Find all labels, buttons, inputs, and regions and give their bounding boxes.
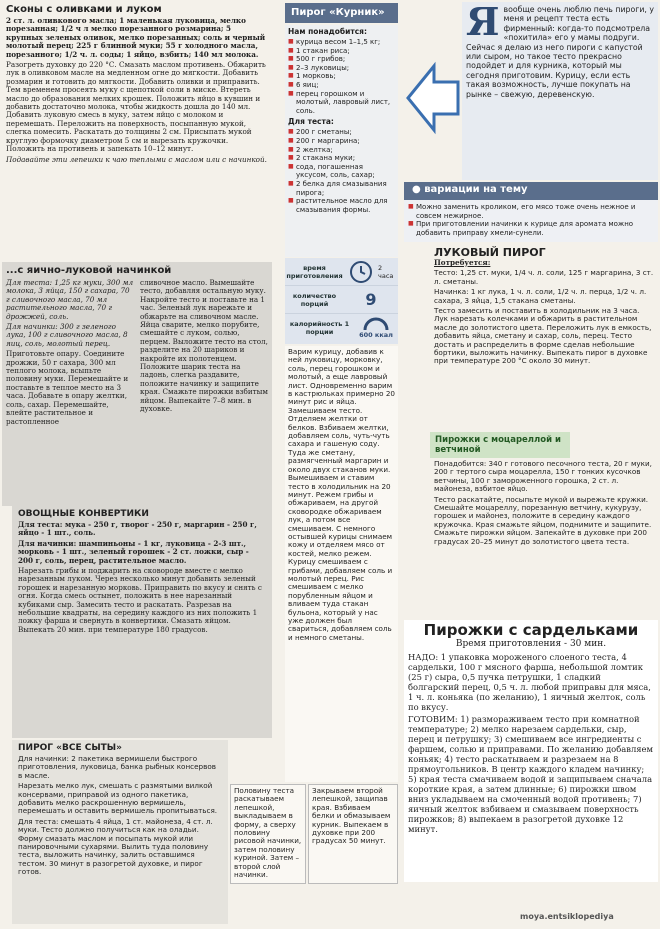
kurnik-method-2 bbox=[230, 784, 306, 884]
kurnik-method-text-3: Закрываем второй лепешкой, защипав края. Взбиваем белки и обмазываем курник. Выпекаем в духовке при 200 градусах 50 минут. bbox=[312, 786, 391, 846]
arrow-icon bbox=[404, 60, 460, 136]
stat-time-value: 2 часа bbox=[378, 263, 394, 280]
egg-onion-right: сливочное масло. Вымешайте тесто, добавляя остальную муку. Накройте тесто и поставьте на 1 час. Зеленый лук нарежьте и обжарьте на сливочном масле. Яйца сварите, мелко порубите, смешайте с луком, солью, перцем. Выложите тесто на стол, разделите на 20 шариков и накройте их полотенцем. Положите шарик теста на ладонь, слегка раздавите, положите начинку и защипите края. Смажьте пирожки взбитым яйцом. Выпекайте 7–8 мин. в духовке. bbox=[140, 278, 268, 414]
sausage-time: Время приготовления - 30 мин. bbox=[455, 639, 607, 649]
veg-title: ОВОЩНЫЕ КОНВЕРТИКИ bbox=[18, 509, 149, 519]
scones-title: Сконы с оливками и луком bbox=[6, 4, 162, 15]
stat-calories bbox=[285, 314, 398, 341]
kurnik-item: ■ 2 стакана муки; bbox=[288, 154, 395, 163]
intro-dropcap: Я bbox=[466, 2, 500, 44]
onion-pie-steps: Тесто замесить и поставить в холодильник на 3 часа. Лук нарезать колечками и обжарить в растительном масле до золотистого цвета. Переложить лук в емкость, добавить яйца, сметану и сахар, соль, перец. Тесто достать и распределить в форме сделав небольшие бортики, выложить начинку. Выпекать пирог в духовке при температуре 200 °С около 30 минут. bbox=[434, 306, 652, 366]
scones-steps: Разогреть духовку до 220 °С. Смазать маслом противень. Обжарить лук в оливковом масле на медленном огне до мягкости. Добавить розмарин и готовить до мягкости. Добавить оливки и приправить. Тем временем просеять муку с щепоткой соли в миске. Втереть масло до образования мелких крошек. Положить яйцо в кувшин и добавить достаточно молока, чтобы жидкость дошла до 140 мл. Добавить луковую смесь в муку, затем яйцо с молоком и перемешать. Переложить на поверхность, посыпанную мукой, слегка помесить. Раскатать до толщины 2 см. Присыпать мукой круглую формочку диаметром 5 см и вырезать кружочки. Положить на противень и запекать 10–12 минут. bbox=[6, 60, 266, 154]
all-fed-steps: Нарезать мелко лук, смешать с размятыми вилкой консервами, приправой из одного пакетика, добавить мелко раскрошенную вермишель, перемешать и оставить вермишель пропитываться. bbox=[18, 781, 218, 816]
kurnik-item: ■ 1 морковь; bbox=[288, 72, 395, 81]
clock-icon bbox=[344, 259, 378, 285]
variation-item: ■ При приготовлении начинки к курице для аромата можно добавить приправу хмели-сунели. bbox=[408, 220, 654, 237]
sausage-cook: ГОТОВИМ: 1) разморaживаем тесто при комнатной температуре; 2) мелко нарезаем сардельки, сыр, перец и петрушку; 3) смешиваем все ингредиенты с фаршем, солью и приправами. По желанию добавляем коньяк; 4) тесто раскатываем и разрезаем на 8 прямоугольников. В центр каждого кладем начинку; 5) края теста смачиваем водой и защипываем сначала короткие края, а затем длинные; 6) пирожки швом вниз укладываем на смоченный водой противень; 7) яичный желток взбиваем и смазываем поверхность пирожков; 8) выпекаем в разогретой духовке 12 минут. bbox=[408, 714, 654, 834]
kurnik-item: ■ 200 г сметаны; bbox=[288, 128, 395, 137]
mozzarella-pies-recipe bbox=[430, 432, 658, 620]
kurnik-item: ■ сода, погашенная уксусом, соль, сахар; bbox=[288, 163, 395, 180]
portion-icon: 9 bbox=[365, 290, 377, 309]
scones-recipe bbox=[2, 2, 272, 256]
kurnik-item: ■ 500 г грибов; bbox=[288, 55, 395, 64]
egg-onion-recipe bbox=[2, 262, 272, 506]
kurnik-method-text-2: Половину теста раскатываем лепешкой, выкладываем в форму, а сверху половину рисовой начинки, затем половину куриной. Затем – второй слой начинки. bbox=[234, 786, 302, 880]
stat-portions-label: количество порций bbox=[292, 291, 337, 308]
kurnik-method bbox=[285, 346, 398, 782]
sausage-pies-recipe bbox=[404, 620, 658, 882]
stat-calories-label: калорийность 1 порции bbox=[289, 319, 350, 336]
scones-ingredients: 2 ст. л. оливкового масла; 1 маленькая луковица, мелко порезанная; 1/2 ч л мелко порезанного розмарина; 5 крупных зеленых оливок, мелко порезанных; соль и черный молотый перец; 225 г блинной муки; 55 г холодного масла, порезанного; 1/2 ч. л. соды; 1 яйцо, взбить; 140 мл молока. bbox=[6, 16, 266, 59]
kurnik-need-label: Нам понадобится: bbox=[288, 27, 367, 36]
variations-title bbox=[404, 182, 658, 200]
mozzarella-steps: Тесто раскатайте, посыпьте мукой и вырежьте кружки. Смешайте моцареллу, порезанную ветчину, кукурузу, горошек и майонез, положите в середину каждого кружочка. Края смажьте яйцом, поднимите и защипите. Смажьте пирожки яйцом. Запекайте в духовке при 200 градусах 20–25 минут до золотистого цвета теста. bbox=[434, 494, 652, 546]
variation-item: ■ Можно заменить кроликом, его мясо тоже очень нежное и совсем нежирное. bbox=[408, 203, 654, 220]
mozzarella-title-box bbox=[430, 432, 570, 458]
mozzarella-title: Пирожки с моцареллой и ветчиной bbox=[435, 435, 561, 455]
kurnik-item: ■ курица весом 1–1,5 кг; bbox=[288, 38, 395, 47]
veg-dough: Для теста: мука - 250 г, творог - 250 г, маргарин - 250 г, яйцо - 1 шт., соль. bbox=[18, 520, 257, 538]
kurnik-header bbox=[285, 3, 398, 23]
stat-time bbox=[285, 258, 398, 286]
kurnik-ingredients bbox=[285, 25, 398, 257]
variations-block bbox=[404, 182, 658, 242]
kurnik-item-list bbox=[288, 38, 395, 214]
onion-pie-need: Потребуется: bbox=[434, 258, 491, 267]
sausage-title: Пирожки с сардельками bbox=[423, 621, 639, 639]
kurnik-item: ■ 2 желтка; bbox=[288, 146, 395, 155]
scones-serve: Подавайте эти лепешки к чаю теплыми с маслом или с начинкой. bbox=[6, 154, 267, 164]
variations-dot-icon: ● bbox=[412, 184, 425, 195]
all-fed-recipe bbox=[12, 740, 228, 924]
kurnik-item: ■ 6 яиц; bbox=[288, 81, 395, 90]
egg-onion-title: ...с яично-луковой начинкой bbox=[6, 265, 172, 276]
onion-pie-title: ЛУКОВЫЙ ПИРОГ bbox=[434, 246, 546, 259]
calorie-gauge-icon bbox=[354, 315, 398, 341]
egg-onion-filling: Для начинки: 300 г зеленого лука, 100 г сливочного масла, 8 яиц, соль, молотый перец. bbox=[6, 322, 128, 348]
onion-pie-recipe bbox=[430, 244, 658, 432]
egg-onion-left: Приготовьте опару. Соедините дрожжи, 50 г сахара, 300 мл теплого молока, всыпьте половину муки. Перемешайте и поставьте в теплое место на 3 часа. Добавьте в опару желтки, соль, сахар. Перемешайте, влейте растительное и растопленное bbox=[6, 349, 129, 426]
stat-time-label: время приготовления bbox=[286, 263, 343, 280]
veg-filling: Для начинки: шампиньоны - 1 кг, луковица - 2-3 шт., морковь - 1 шт., зеленый горошек - 2 ст. ложки, сыр - 200 г, соль, перец, растительное масло. bbox=[18, 538, 249, 565]
variations-list bbox=[404, 200, 658, 240]
kurnik-title: Пирог «Курник» bbox=[291, 7, 385, 18]
egg-onion-dough: Для теста: 1,25 кг муки, 300 мл молока, 3 яйца, 150 г сахара, 70 г сливочного масла, 70 мл растительного масла, 70 г дрожжей, соль. bbox=[6, 278, 134, 321]
mozzarella-need: Понадобится: 340 г готового песочного теста, 20 г муки, 200 г тертого сыра моцарелла, 150 г тонких кусочков ветчины, 100 г замороженного горошка, 2 ст. л. майонеза, взбитое яйцо. bbox=[434, 459, 652, 494]
stat-portions bbox=[285, 286, 398, 314]
kurnik-stats bbox=[285, 258, 398, 344]
sausage-need: НАДО: 1 упаковка мороженого слоеного теста, 4 сардельки, 100 г мясного фарша, небольшой ломтик (25 г) сыра, 0,5 пучка петрушки, 1 сладкий болгарский перец, 0,5 ч. л. любой приправы для мяса, 1 ч. л. коньяка (по желанию), 1 яичный желток, соль по вкусу. bbox=[408, 652, 651, 712]
intro-text: вообще очень люблю печь пироги, у меня и рецепт теста есть фирменный: когда-то подсмотрела «похитила» его у мамы подруги. Сейчас я делаю из него пироги с капустой или сыром, но такое тесто прекрасно подойдет и для курника, который мы сегодня приготовим. Курицу, если есть такая возможность, лучше покупать на рынке – свежую, деревенскую. bbox=[466, 5, 654, 99]
veg-envelopes-recipe bbox=[12, 506, 272, 738]
stat-calories-value: 600 ккал bbox=[359, 330, 393, 339]
kurnik-dough-label: Для теста: bbox=[288, 117, 334, 127]
kurnik-item: ■ 1 стакан риса; bbox=[288, 47, 395, 56]
onion-pie-filling: Начинка: 1 кг лука, 1 ч. л. соли, 1/2 ч. л. перца, 1/2 ч. л. сахара, 3 яйца, 1,5 стакана сметаны. bbox=[434, 287, 647, 305]
kurnik-method-3 bbox=[308, 784, 398, 884]
kurnik-method-text: Варим курицу, добавив к ней луковицу, морковку, соль, перец горошком и молотый, а еще лавровый лист. Одновременно варим в кастрюльках примерно 20 минут рис и яйца. Замешиваем тесто. Отделяем желтки от белков. Взбиваем желтки, добавляем соль, чуть-чуть сахара и гашеную соду. Туда же сметану, размягченный маргарин и около двух стаканов муки. Вымешиваем и ставим тесто в холодильник на 20 минут. Режем грибы и обжариваем, на другой сковородке обжариваем лук, а потом все смешиваем. С немного остывшей курицы снимаем кожу и отделяем мясо от костей, мелко режем. Курицу смешиваем с грибами, добавляем соль и молотый перец. Рис смешиваем с мелко порубленным яйцом и вливаем туда стакан бульона, который у нас уже должен был свариться, добавляем соль и немного сметаны. bbox=[288, 347, 395, 642]
onion-pie-dough: Тесто: 1,25 ст. муки, 1/4 ч. л. соли, 125 г маргарина, 3 ст. л. сметаны. bbox=[434, 268, 654, 286]
intro-block bbox=[462, 2, 658, 180]
kurnik-item: ■ 2 белка для смазывания пирога; bbox=[288, 180, 395, 197]
kurnik-item: ■ растительное масло для смазывания формы. bbox=[288, 197, 395, 214]
watermark: moya.entsiklopediya bbox=[520, 912, 614, 921]
kurnik-item: ■ перец горошком и молотый, лавровый лист, соль. bbox=[288, 90, 395, 116]
veg-steps: Нарезать грибы и поджарить на сковороде вместе с мелко нарезанным луком. Через несколько минут добавить зеленый горошек и нарезанную морковь. Приправить по вкусу и снять с огня. Когда смесь остынет, положить в нее нарезанный кубиками сыр. Замесить тесто и раскатать. Разрезав на небольшие квадраты, на середину каждого из них положить 1 ложку фарша и свернуть в конвертики. Смазать яйцом. Выпекать 20 мин. при температуре 180 градусов. bbox=[18, 566, 262, 634]
all-fed-title: ПИРОГ «ВСЕ СЫТЫ» bbox=[18, 743, 122, 753]
all-fed-filling: Для начинки: 2 пакетика вермишели быстрого приготовления, луковица, банка рыбных консервов в масле. bbox=[18, 754, 216, 780]
kurnik-item: ■ 200 г маргарина; bbox=[288, 137, 395, 146]
all-fed-dough: Для теста: смешать 4 яйца, 1 ст. майонеза, 4 ст. л. муки. Тесто должно получиться как на оладьи. Форму смазать маслом и посыпать мукой или панировочными сухарями. Вылить туда половину теста, выложить начинку, залить оставшимся тестом. 30 минут в разогретой духовке, и пирог готов. bbox=[18, 816, 213, 877]
kurnik-item: ■ 2–3 луковицы; bbox=[288, 64, 395, 73]
variations-title-text: вариации на тему bbox=[424, 184, 528, 195]
